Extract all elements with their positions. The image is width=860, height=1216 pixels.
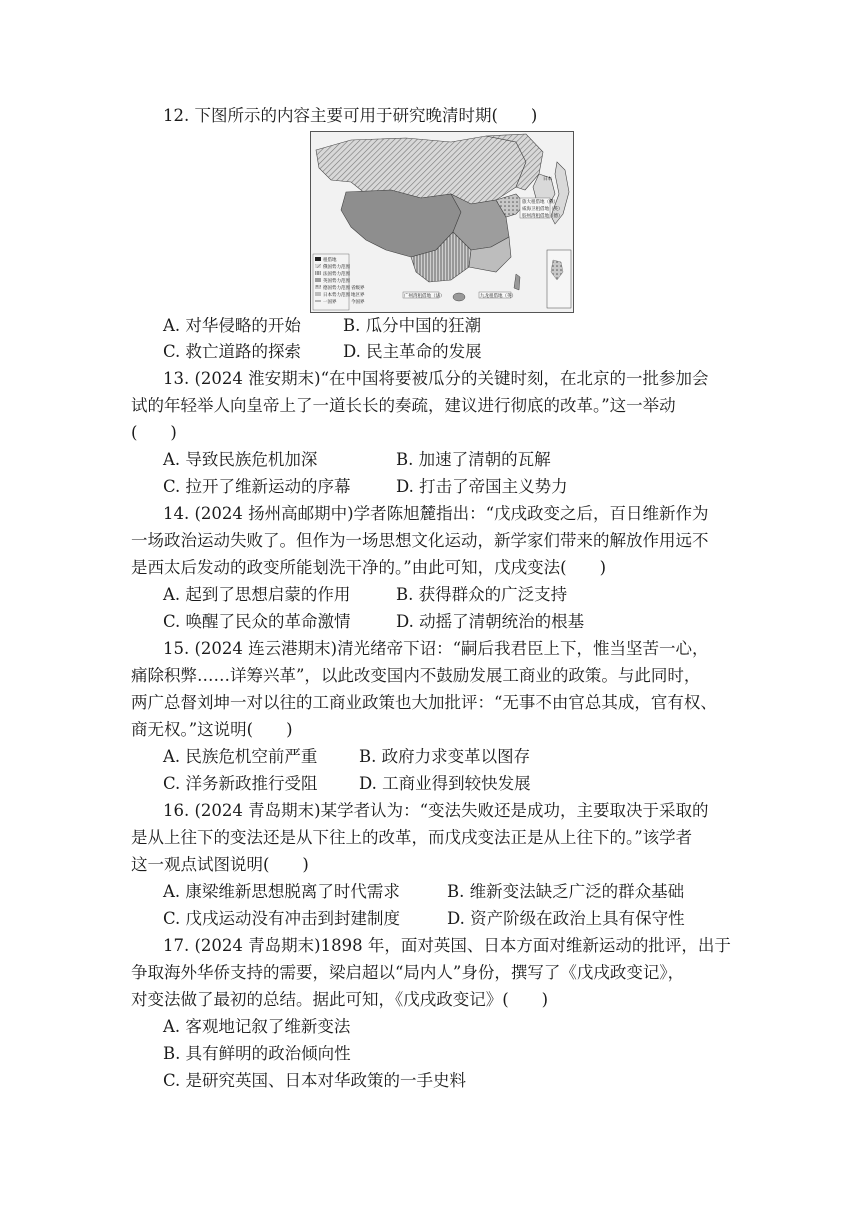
q13-option-d[interactable]: D. 打击了帝国主义势力	[396, 477, 568, 496]
q13-option-a[interactable]: A. 导致民族危机加深	[163, 450, 318, 469]
label-guangzhouwan: 广州湾租借地（法）	[404, 294, 445, 299]
q17-option-a[interactable]: A. 客观地记叙了维新变法	[163, 1017, 351, 1036]
legend-item: 法国势力范围	[323, 272, 350, 277]
q17-line-3: 对变法做了最初的总结。据此可知，《戊戌政变记》( )	[131, 990, 549, 1009]
q15-line-3: 两广总督刘坤一对以往的工商业政策也大加批评：“无事不由官总其成，官有权、	[131, 693, 717, 712]
historical-map-china-spheres	[310, 131, 574, 313]
q14-option-a[interactable]: A. 起到了思想启蒙的作用	[163, 585, 351, 604]
legend-item: 德国势力范围	[323, 286, 350, 291]
q12-option-d[interactable]: D. 民主革命的发展	[343, 342, 482, 361]
q14-line-1: 14. (2024 扬州高邮期中)学者陈旭麓指出：“戊戌政变之后，百日维新作为	[163, 504, 709, 523]
legend-item: 地区界	[351, 293, 365, 298]
q16-option-b[interactable]: B. 维新变法缺乏广泛的群众基础	[447, 882, 685, 901]
q16-option-c[interactable]: C. 戊戌运动没有冲击到封建制度	[163, 909, 401, 928]
q13-line-1: 13. (2024 淮安期末)“在中国将要被瓜分的关键时刻，在北京的一批参加会	[163, 369, 709, 388]
legend-item: 一国界	[323, 300, 337, 305]
legend-item: 省级界	[351, 286, 365, 291]
q15-option-d[interactable]: D. 工商业得到较快发展	[359, 774, 531, 793]
q12-option-c[interactable]: C. 救亡道路的探索	[163, 342, 302, 361]
label-jiaozhou: 胶州湾租借地（德）	[522, 214, 563, 219]
q13-line-2: 试的年轻举人向皇帝上了一道长长的奏疏，建议进行彻底的改革。”这一举动	[131, 396, 676, 415]
legend-item: 日本势力范围	[323, 293, 350, 298]
q16-line-1: 16. (2024 青岛期末)某学者认为：“变法失败还是成功，主要取决于采取的	[163, 801, 709, 820]
label-kowloon: 九龙租借地（英）	[480, 294, 516, 299]
q16-option-a[interactable]: A. 康梁维新思想脱离了时代需求	[163, 882, 400, 901]
q17-option-b[interactable]: B. 具有鲜明的政治倾向性	[163, 1044, 351, 1063]
q16-line-2: 是从上往下的变法还是从下往上的改革，而戊戌变法正是从上往下的。”该学者	[131, 828, 693, 847]
label-port-arthur: 旅大租借地（俄）	[522, 200, 558, 205]
label-weihaiwei: 威海卫租借地（英）	[522, 207, 563, 212]
q12-option-b[interactable]: B. 瓜分中国的狂潮	[343, 316, 482, 335]
legend-item: 英国势力范围	[323, 279, 350, 284]
q17-line-1: 17. (2024 青岛期末)1898 年，面对英国、日本方面对维新运动的批评，出于	[163, 936, 731, 955]
q15-option-c[interactable]: C. 洋务新政推行受阻	[163, 774, 318, 793]
q15-line-2: 痛除积弊……详筹兴革”，以此改变国内不鼓励发展工商业的政策。与此同时，	[131, 666, 701, 685]
q14-option-b[interactable]: B. 获得群众的广泛支持	[396, 585, 568, 604]
q15-option-a[interactable]: A. 民族危机空前严重	[163, 747, 318, 766]
q13-option-c[interactable]: C. 拉开了维新运动的序幕	[163, 477, 351, 496]
q15-line-4: 商无权。”这说明( )	[131, 720, 293, 739]
q14-line-2: 一场政治运动失败了。但作为一场思想文化运动，新学家们带来的解放作用远不	[131, 531, 709, 550]
question-12-stem: 12. 下图所示的内容主要可用于研究晚清时期( )	[163, 106, 538, 125]
q13-option-b[interactable]: B. 加速了清朝的瓦解	[396, 450, 551, 469]
legend-item: 俄国势力范围	[323, 265, 350, 270]
legend-item: 租借地	[323, 258, 337, 263]
label-japan: 日本	[543, 177, 552, 182]
q12-option-a[interactable]: A. 对华侵略的开始	[163, 316, 301, 335]
q14-line-3: 是西太后发动的政变所能刬洗干净的。”由此可知，戊戌变法( )	[131, 558, 607, 577]
legend-item: 今国界	[351, 300, 365, 305]
q14-option-d[interactable]: D. 动摇了清朝统治的根基	[396, 612, 585, 631]
q16-option-d[interactable]: D. 资产阶级在政治上具有保守性	[447, 909, 685, 928]
q13-line-3: ( )	[131, 423, 177, 442]
q16-line-3: 这一观点试图说明( )	[131, 855, 309, 874]
q17-option-c[interactable]: C. 是研究英国、日本对华政策的一手史料	[163, 1071, 467, 1090]
q14-option-c[interactable]: C. 唤醒了民众的革命激情	[163, 612, 351, 631]
q15-option-b[interactable]: B. 政府力求变革以图存	[359, 747, 531, 766]
q15-line-1: 15. (2024 连云港期末)清光绪帝下诏：“嗣后我君臣上下，惟当坚苦一心，	[163, 639, 709, 658]
q17-line-2: 争取海外华侨支持的需要，梁启超以“局内人”身份，撰写了《戊戌政变记》，	[131, 963, 685, 982]
map-figure	[311, 132, 573, 312]
